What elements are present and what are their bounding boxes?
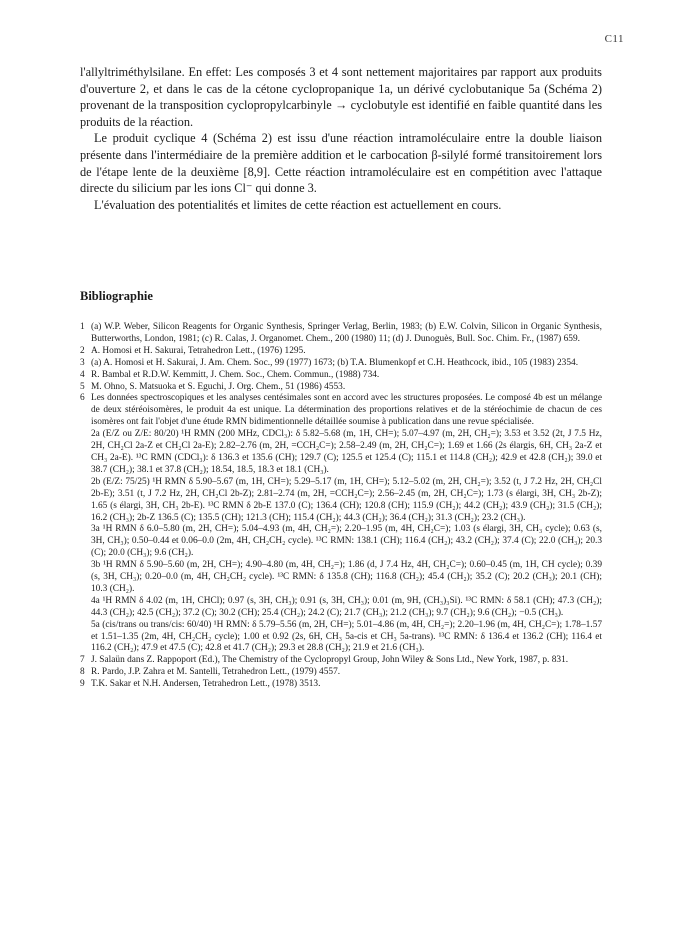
reference-text: A. Homosi et H. Sakurai, Tetrahedron Lett., (1976) 1295.	[91, 345, 306, 356]
reference-text: 4a ¹H RMN δ 4.02 (m, 1H, CHCl); 0.97 (s, 3H, CH₃); 0.91 (s, 3H, CH₃); 0.01 (m, 9H, (CH₃)₃Si). ¹³C RMN: δ 58.1 (CH); 47.3 (CH₂); 44.3 (CH₂); 42.5 (CH₂); 37.2 (C); 30.2 (CH); 25.4 (CH₂); 24.2 (C); 21.7 (CH₃); 21.2 (CH₃); 9.7 (CH₂); 9.6 (CH₂); −0.5 (CH₃).	[91, 595, 602, 618]
paragraph: l'allyltriméthylsilane. En effet: Les composés 3 et 4 sont nettement majoritaires par rapport aux produits d'ouverture 2, et dans le cas de la cétone cyclopropanique 1a, un dérivé cyclobutanique 5a (Schéma 2) provenant de la transposition cyclopropylcarbinyle → cyclobutyle est identifié en faible quantité dans les produits de la réaction.	[80, 65, 602, 129]
reference-item	[80, 382, 602, 394]
reference-number: 7	[80, 655, 85, 666]
reference-number: 1	[80, 322, 85, 332]
paragraph: L'évaluation des potentialités et limites de cette réaction est actuellement en cours.	[94, 197, 502, 212]
reference-list	[80, 322, 602, 691]
reference-item	[80, 655, 602, 667]
reference-number: 4	[80, 369, 85, 380]
reference-text: (a) A. Homosi et H. Sakurai, J. Am. Chem. Soc., 99 (1977) 1673; (b) T.A. Blumenkopf et C.H. Heathcock, ibid., 105 (1983) 2354.	[91, 357, 579, 368]
reference-number: 6	[80, 393, 85, 404]
reference-item	[80, 393, 602, 655]
page-number: C11	[604, 33, 624, 45]
reference-number: 2	[80, 345, 85, 356]
reference-item	[80, 667, 602, 679]
reference-text: R. Bambal et R.D.W. Kemmitt, J. Chem. Soc., Chem. Commun., (1988) 734.	[91, 369, 380, 380]
reference-text: T.K. Sakar et N.H. Andersen, Tetrahedron Lett., (1978) 3513.	[91, 679, 321, 690]
reference-text: 2b (E/Z: 75/25) ¹H RMN δ 5.90–5.67 (m, 1H, CH=); 5.29–5.17 (m, 1H, CH=); 5.12–5.02 (m, 2H, CH₂=); 3.52 (t, J 7.2 Hz, 2H, CH₂Cl 2b-E); 3.51 (t, J 7.2 Hz, 2H, CH₂Cl 2b-Z); 2.81–2.74 (m, 2H, =CCH₂C=); 2.56–2.45 (m, 2H, CH₂C=); 1.73 (s élargi, 3H, CH₃ 2b-Z); 1.65 (s élargi, 3H, CH₃ 2b-E). ¹³C RMN δ 2b-E 137.0 (C); 136.4 (CH); 120.8 (CH); 115.9 (CH₂); 44.2 (CH₂); 43.9 (CH₂); 31.5 (CH₂); 16.2 (CH₃); 2b-Z 136.5 (C); 135.5 (CH); 121.3 (CH); 115.4 (CH₂); 44.3 (CH₂); 36.4 (CH₂); 31.3 (CH₂); 23.2 (CH₃).	[91, 476, 602, 523]
reference-text: 2a (E/Z ou Z/E: 80/20) ¹H RMN (200 MHz, CDCl₃): δ 5.82–5.68 (m, 1H, CH=); 5.07–4.97 (m, 2H, CH₂=); 3.53 et 3.52 (2t, J 7.5 Hz, 2H, CH₂Cl 2a-Z et CH₂Cl 2a-E); 2.82–2.76 (m, 2H, =CCH₂C=); 2.58–2.49 (m, 2H, CH₂C=); 1.69 et 1.66 (2s élargis, 6H, CH₃ 2a-Z et CH₃ 2a-E). ¹³C RMN (CDCl₃): δ 136.3 et 135.6 (CH); 129.7 (C); 125.5 et 125.4 (C); 115.1 et 114.8 (CH₂); 42.9 et 42.8 (CH₂); 39.0 et 38.7 (CH₂); 38.1 et 37.8 (CH₂); 18.54, 18.5, 18.3 et 18.1 (CH₃).	[91, 429, 602, 475]
reference-text: Les données spectroscopiques et les analyses centésimales sont en accord avec les structures proposées. Le composé 4b est un mélange de deux stéréoisomères, le produit 4a est unique. La détermination des proportions relatives et de la stéréochimie de chacun de ces isomères ont fait l'objet d'une étude RMN bidimentionnelle détaillée soumise à publication dans une revue spécialisée.	[91, 393, 602, 428]
section-heading: Bibliographie	[80, 289, 153, 303]
reference-item	[80, 679, 602, 691]
reference-number: 8	[80, 667, 85, 678]
reference-text: 3a ¹H RMN δ 6.0–5.80 (m, 2H, CH=); 5.04–4.93 (m, 4H, CH₂=); 2.20–1.95 (m, 4H, CH₂C=); 1.03 (s élargi, 3H, CH₃ cycle); 0.63 (s, 3H, CH₃); 0.50–0.44 et 0.06–0.0 (2m, 4H, CH₂CH₂ cycle). ¹³C RMN: 138.1 (CH); 116.4 (CH₂); 43.2 (CH₂); 37.4 (C); 22.0 (CH₃); 20.3 (C); 20.0 (CH₃); 9.6 (CH₂).	[91, 524, 602, 559]
reference-text: 3b ¹H RMN δ 5.90–5.60 (m, 2H, CH=); 4.90–4.80 (m, 4H, CH₂=); 1.86 (d, J 7.4 Hz, 4H, CH₂C=); 0.60–0.45 (m, 1H, CH cycle); 0.39 (s, 3H, CH₃); 0.20–0.0 (m, 4H, CH₂CH₂ cycle). ¹³C RMN: δ 135.8 (CH); 116.8 (CH₂); 45.4 (CH₂); 35.2 (C); 20.2 (CH₃); 20.1 (CH); 10.3 (CH₂).	[91, 560, 602, 594]
reference-number: 5	[80, 381, 85, 392]
reference-item	[80, 346, 602, 358]
reference-item	[80, 370, 602, 382]
body-text	[80, 64, 602, 213]
reference-number: 9	[80, 679, 85, 690]
reference-text: (a) W.P. Weber, Silicon Reagents for Organic Synthesis, Springer Verlag, Berlin, 1983; (b) E.W. Colvin, Silicon in Organic Synthesis, Butterworths, London, 1981; (c) R. Calas, J. Organomet. Chem., 200 (1980) 11; (d) J. Dunoguès, Bull. Soc. Chim. Fr., (1987) 659.	[91, 322, 602, 344]
reference-text: R. Pardo, J.P. Zahra et M. Santelli, Tetrahedron Lett., (1979) 4557.	[91, 667, 341, 678]
reference-item	[80, 322, 602, 346]
paragraph: Le produit cyclique 4 (Schéma 2) est issu d'une réaction intramoléculaire entre la double liaison présente dans l'intermédiaire de la première addition et le carbocation β-silylé formé transitoirement lors de l'étape lente de la deuxième [8,9]. Cette réaction intramoléculaire est en compétition avec l'attaque directe du silicium par les ions Cl⁻ qui donne 3.	[80, 131, 602, 196]
reference-number: 3	[80, 357, 85, 368]
reference-item	[80, 358, 602, 370]
reference-text: J. Salaün dans Z. Rappoport (Ed.), The Chemistry of the Cyclopropyl Group, John Wiley & Sons Ltd., New York, 1987, p. 831.	[91, 655, 569, 666]
reference-text: 5a (cis/trans ou trans/cis: 60/40) ¹H RMN: δ 5.79–5.56 (m, 2H, CH=); 5.01–4.86 (m, 4H, CH₂=); 2.20–1.96 (m, 4H, CH₂C=); 1.78–1.57 et 1.51–1.35 (2m, 4H, CH₂CH₂ cycle); 1.00 et 0.92 (2s, 6H, CH₃ 5a-cis et CH₃ 5a-trans). ¹³C RMN: δ 136.4 et 136.2 (CH); 116.4 et 116.2 (CH₂); 47.9 et 47.5 (C); 42.8 et 41.7 (CH₂); 29.3 et 28.8 (CH₂); 21.9 et 21.6 (CH₃).	[91, 619, 602, 654]
reference-text: M. Ohno, S. Matsuoka et S. Eguchi, J. Org. Chem., 51 (1986) 4553.	[91, 381, 346, 392]
